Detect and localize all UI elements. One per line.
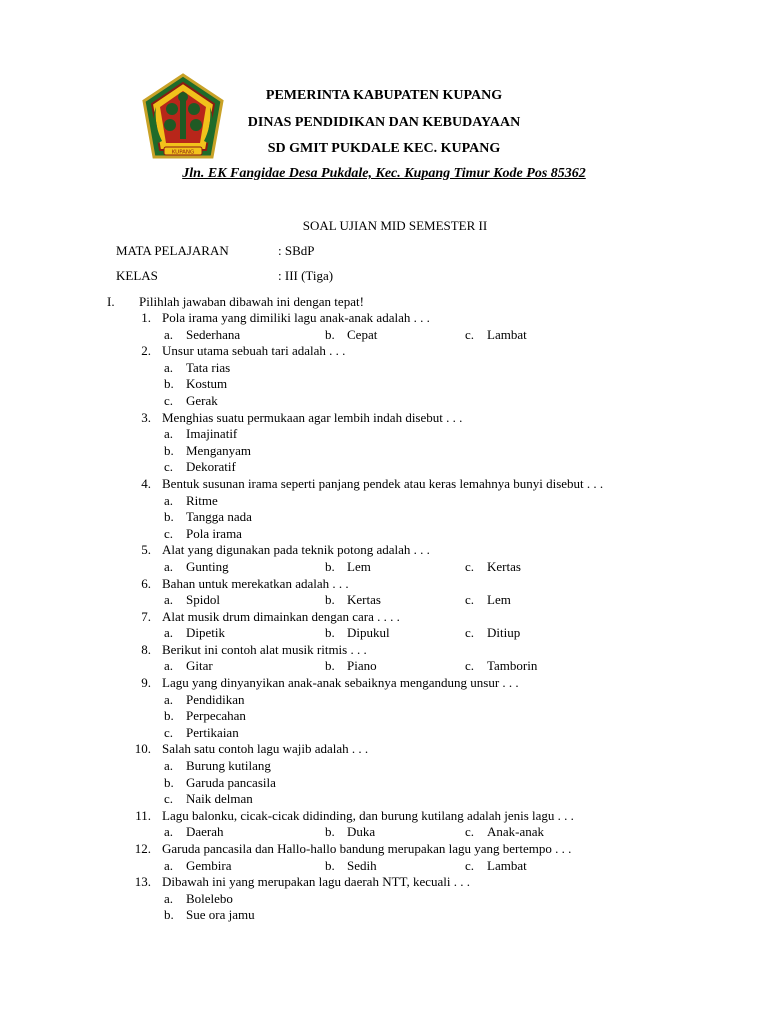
- option-row: [0, 907, 768, 924]
- question-item: [0, 675, 768, 692]
- option-letter: b.: [164, 907, 174, 923]
- question-text: Alat yang digunakan pada teknik potong adalah . . .: [162, 542, 430, 558]
- option-text: Gitar: [186, 658, 213, 674]
- option-text: Pendidikan: [186, 691, 245, 707]
- option-row: [0, 725, 768, 742]
- option-row: [0, 824, 768, 841]
- option-letter: c.: [465, 824, 475, 840]
- option-text: Ritme: [186, 492, 218, 508]
- option-text: Dekoratif: [186, 459, 236, 475]
- option-text: Kostum: [186, 376, 228, 392]
- option-letter: a.: [164, 857, 174, 873]
- question-text: Lagu yang dinyanyikan anak-anak sebaiknya mengandung unsur . . .: [162, 675, 519, 691]
- question-text: Bahan untuk merekatkan adalah . . .: [162, 575, 349, 591]
- option-letter: a.: [164, 326, 174, 342]
- question-item: [0, 841, 768, 858]
- option-letter: a.: [164, 592, 174, 608]
- option-text: Daerah: [186, 824, 224, 840]
- question-item: [0, 410, 768, 427]
- option-row: [0, 559, 768, 576]
- question-item: [0, 576, 768, 593]
- header-regency: PEMERINTA KABUPATEN KUPANG: [265, 88, 503, 103]
- option-row: [0, 758, 768, 775]
- question-number: 9.: [141, 675, 151, 691]
- option-letter: c.: [164, 392, 174, 408]
- option-text: Tata rias: [186, 359, 231, 375]
- info-class: [116, 268, 333, 284]
- question-number: 6.: [141, 575, 151, 591]
- option-letter: a.: [164, 824, 174, 840]
- question-text: Garuda pancasila dan Hallo-hallo bandung merupakan lagu yang bertempo . . .: [162, 841, 572, 856]
- option-letter: b.: [325, 824, 335, 840]
- option-text: Sedih: [347, 857, 377, 873]
- option-row: [0, 791, 768, 808]
- option-text: Gunting: [186, 558, 229, 574]
- option-text: Kertas: [347, 592, 381, 608]
- option-text: Lem: [487, 592, 511, 608]
- option-text: Duka: [347, 824, 376, 840]
- question-text: Menghias suatu permukaan agar lembih indah disebut . . .: [162, 409, 463, 425]
- question-item: [0, 642, 768, 659]
- option-row: [0, 658, 768, 675]
- option-letter: c.: [164, 525, 174, 541]
- option-row: [0, 393, 768, 410]
- option-letter: c.: [164, 791, 174, 807]
- option-text: Pola irama: [186, 525, 242, 541]
- option-row: [0, 509, 768, 526]
- option-row: [0, 625, 768, 642]
- option-row: [0, 327, 768, 344]
- info-value: : III (Tiga): [278, 268, 334, 283]
- option-letter: b.: [325, 625, 335, 641]
- option-text: Bolelebo: [186, 890, 233, 906]
- option-text: Tangga nada: [186, 509, 252, 525]
- question-item: [0, 808, 768, 825]
- option-letter: a.: [164, 359, 174, 375]
- option-text: Gerak: [186, 392, 218, 408]
- section-number: I.: [107, 294, 115, 309]
- option-letter: c.: [164, 459, 174, 475]
- option-letter: c.: [465, 326, 475, 342]
- info-label: KELAS: [116, 268, 158, 283]
- option-row: [0, 459, 768, 476]
- option-letter: b.: [325, 326, 335, 342]
- question-text: Salah satu contoh lagu wajib adalah . . .: [162, 741, 369, 757]
- question-number: 2.: [141, 343, 151, 359]
- header-school: SD GMIT PUKDALE KEC. KUPANG: [267, 141, 501, 156]
- question-text: Pola irama yang dimiliki lagu anak-anak adalah . . .: [162, 310, 430, 325]
- option-letter: c.: [465, 658, 475, 674]
- info-label: MATA PELAJARAN: [116, 243, 229, 258]
- question-number: 12.: [134, 841, 151, 856]
- option-letter: b.: [325, 592, 335, 608]
- question-item: [0, 476, 768, 493]
- option-text: Imajinatif: [186, 426, 238, 442]
- option-text: Cepat: [347, 326, 378, 342]
- option-row: [0, 426, 768, 443]
- header-address: Jln. EK Fangidae Desa Pukdale, Kec. Kupang Timur Kode Pos 85362: [182, 166, 586, 181]
- question-text: Alat musik drum dimainkan dengan cara . . . .: [162, 608, 400, 624]
- option-text: Dipukul: [347, 625, 390, 641]
- option-letter: a.: [164, 691, 174, 707]
- option-letter: c.: [465, 625, 475, 641]
- logo-label: KUPANG: [171, 149, 195, 156]
- question-item: [0, 542, 768, 559]
- exam-title: SOAL UJIAN MID SEMESTER II: [302, 218, 488, 233]
- option-letter: b.: [325, 857, 335, 873]
- option-text: Piano: [347, 658, 377, 674]
- option-letter: a.: [164, 558, 174, 574]
- question-text: Berikut ini contoh alat musik ritmis . . .: [162, 641, 367, 657]
- option-text: Lambat: [487, 857, 527, 873]
- option-row: [0, 858, 768, 875]
- option-letter: c.: [465, 558, 475, 574]
- question-text: Unsur utama sebuah tari adalah . . .: [162, 343, 346, 359]
- option-letter: c.: [164, 724, 174, 740]
- option-letter: a.: [164, 426, 174, 442]
- question-list: [0, 310, 768, 924]
- option-letter: b.: [164, 376, 174, 392]
- option-row: [0, 443, 768, 460]
- option-letter: b.: [164, 509, 174, 525]
- question-text: Bentuk susunan irama seperti panjang pendek atau keras lemahnya bunyi disebut . . .: [162, 475, 604, 491]
- question-item: [0, 343, 768, 360]
- question-number: 4.: [141, 475, 151, 491]
- option-text: Pertikaian: [186, 724, 239, 740]
- section-heading: [107, 294, 364, 310]
- question-number: 11.: [135, 807, 151, 823]
- option-text: Gembira: [186, 857, 232, 873]
- question-item: [0, 874, 768, 891]
- option-row: [0, 493, 768, 510]
- option-text: Garuda pancasila: [186, 774, 276, 790]
- option-text: Anak-anak: [487, 824, 545, 840]
- option-text: Lambat: [487, 326, 527, 342]
- option-letter: a.: [164, 758, 174, 774]
- question-item: [0, 609, 768, 626]
- header-department: DINAS PENDIDIKAN DAN KEBUDAYAAN: [247, 115, 521, 130]
- option-letter: a.: [164, 625, 174, 641]
- option-text: Kertas: [487, 558, 521, 574]
- option-letter: c.: [465, 857, 475, 873]
- option-row: [0, 592, 768, 609]
- option-text: Dipetik: [186, 625, 225, 641]
- info-subject: [116, 243, 315, 259]
- option-text: Sue ora jamu: [186, 907, 255, 923]
- info-value: : SBdP: [278, 243, 315, 258]
- option-letter: a.: [164, 658, 174, 674]
- option-letter: b.: [164, 774, 174, 790]
- option-text: Naik delman: [186, 791, 253, 807]
- option-row: [0, 775, 768, 792]
- option-letter: b.: [325, 558, 335, 574]
- option-text: Perpecahan: [186, 708, 246, 724]
- question-number: 13.: [134, 874, 151, 890]
- question-item: [0, 741, 768, 758]
- option-letter: b.: [164, 708, 174, 724]
- option-row: [0, 526, 768, 543]
- option-row: [0, 360, 768, 377]
- section-instruction: Pilihlah jawaban dibawah ini dengan tepat!: [139, 294, 364, 309]
- option-text: Burung kutilang: [186, 758, 271, 774]
- option-text: Ditiup: [487, 625, 521, 641]
- option-text: Menganyam: [186, 442, 251, 458]
- option-letter: c.: [465, 592, 475, 608]
- question-number: 10.: [134, 741, 151, 757]
- question-text: Dibawah ini yang merupakan lagu daerah NTT, kecuali . . .: [162, 874, 471, 890]
- option-text: Spidol: [186, 592, 220, 608]
- option-text: Sederhana: [186, 326, 241, 342]
- option-letter: b.: [164, 442, 174, 458]
- option-text: Tamborin: [487, 658, 538, 674]
- question-number: 7.: [141, 608, 151, 624]
- question-item: [0, 310, 768, 327]
- option-letter: a.: [164, 492, 174, 508]
- question-number: 3.: [141, 409, 151, 425]
- option-text: Lem: [347, 558, 371, 574]
- question-number: 1.: [141, 310, 151, 325]
- option-row: [0, 708, 768, 725]
- option-letter: b.: [325, 658, 335, 674]
- question-number: 5.: [141, 542, 151, 558]
- option-letter: a.: [164, 890, 174, 906]
- option-row: [0, 376, 768, 393]
- question-text: Lagu balonku, cicak-cicak didinding, dan burung kutilang adalah jenis lagu . . .: [162, 807, 574, 823]
- option-row: [0, 692, 768, 709]
- option-row: [0, 891, 768, 908]
- question-number: 8.: [141, 641, 151, 657]
